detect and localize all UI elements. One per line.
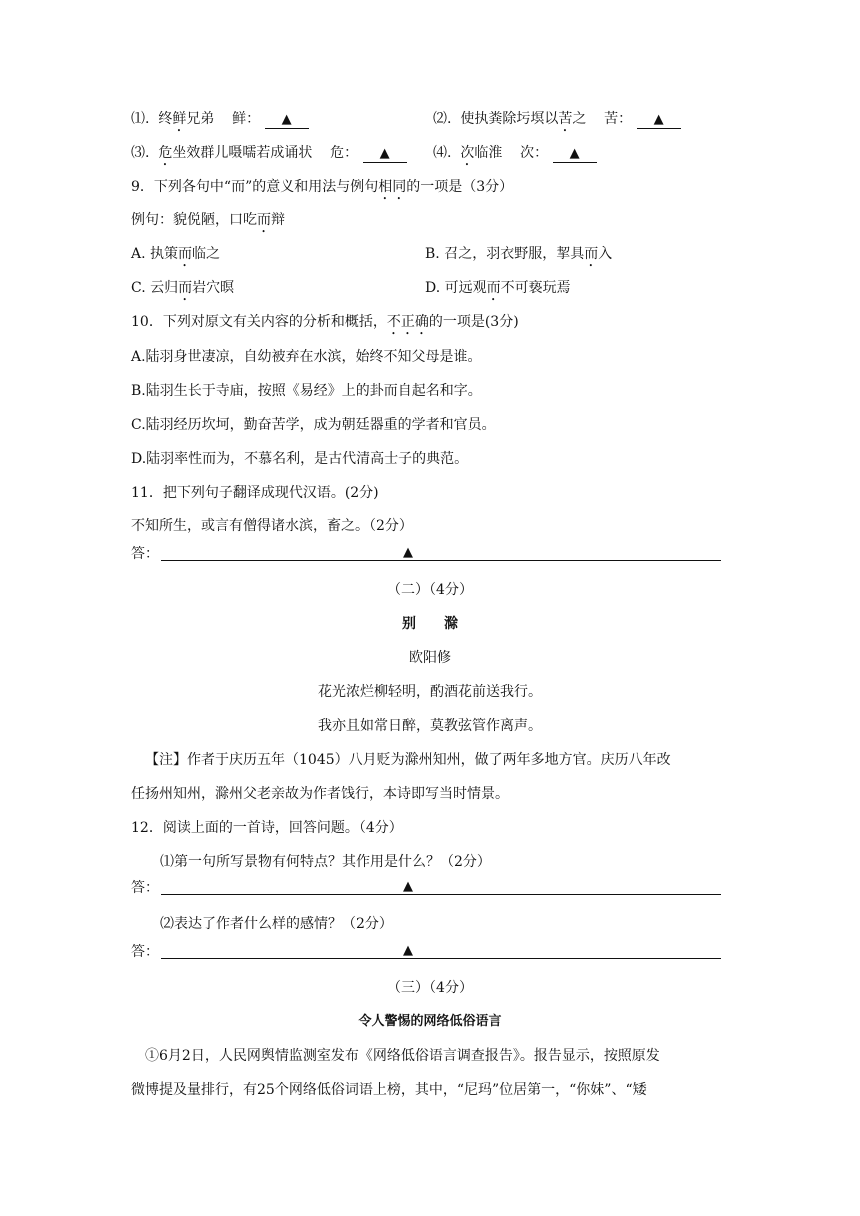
option-text: A. 执策 [131,246,179,262]
emphasized-char: 而 [178,280,193,296]
emphasized-char: 而 [486,280,501,296]
emphasized-char: 而 [584,246,599,262]
emphasized-text: 不正确 [386,314,429,330]
answer-blank[interactable] [363,145,407,163]
q9-stem [131,177,513,203]
answer-blank[interactable] [265,111,309,129]
poem-author: 欧阳修 [409,650,451,666]
option-text: 临之 [192,246,221,262]
q9-example [131,210,285,236]
emphasized-char: 而 [257,212,271,228]
article-paragraph-line-2: 微博提及量排行，有25个网络低俗词语上榜，其中，“尼玛”位居第一，“你妹”、“矮 [131,1082,647,1098]
item-text: 之 [572,111,587,127]
answer-label: 答： [131,944,159,960]
poem-note-line-1: 【注】作者于庆历五年（1045）八月贬为滁州知州，做了两年多地方官。庆历八年改 [145,752,671,768]
answer-blank[interactable] [637,111,681,129]
q11-answer-line[interactable] [161,560,721,561]
q9-option-d[interactable] [425,278,571,304]
q11-sentence: 不知所生，或言有僧得诸水滨，畜之。（2分） [131,518,413,534]
section-heading: （二）（4分） [387,582,473,598]
option-text: D. 可远观 [425,280,487,296]
item-text: 临淮 [474,145,503,161]
q12-sub-1: ⑴第一句所写景物有何特点？其作用是什么？（2分） [160,854,491,870]
stem-text: 的一项是（3分） [406,179,514,195]
option-text: B. 召之，羽衣野服，挈具 [425,246,585,262]
poem-line-2: 我亦且如常日醉，莫教弦管作离声。 [318,718,542,734]
triangle-marker-icon: ▲ [379,146,390,161]
stem-text: 9．下列各句中“而”的意义和用法与例句 [131,179,379,195]
q9-option-b[interactable] [425,244,612,270]
option-text: C. 云归 [131,280,179,296]
target-word: 鲜： [232,111,261,127]
item-number: ⑶. [131,145,150,161]
emphasized-char: 危 [158,145,173,161]
q9-option-c[interactable] [131,278,234,304]
section-heading: （三）（4分） [387,980,473,996]
q12-stem: 12．阅读上面的一首诗，回答问题。（4分） [131,820,403,836]
emphasized-char: 次 [460,145,475,161]
stem-text: 10．下列对原文有关内容的分析和概括， [131,314,387,330]
q10-option-a[interactable]: A.陆羽身世凄凉，自幼被弃在水滨，始终不知父母是谁。 [131,349,482,365]
target-word: 次： [520,145,549,161]
triangle-marker-icon: ▲ [403,943,413,958]
triangle-marker-icon: ▲ [403,545,413,560]
item-text: 终 [158,111,173,127]
q8-item-1 [131,109,309,135]
q12-sub-2: ⑵表达了作者什么样的感情？（2分） [160,916,393,932]
q12-1-answer-line[interactable] [161,894,721,895]
poem-title: 别 滁 [402,616,458,632]
stem-text: 的一项是(3分) [428,314,519,330]
emphasized-text: 相同 [378,179,407,195]
item-number: ⑵. [433,111,452,127]
item-text: 坐效群儿嗫嚅若成诵状 [172,145,313,161]
q11-stem: 11．把下列句子翻译成现代汉语。(2分) [131,485,379,501]
triangle-marker-icon: ▲ [403,879,413,894]
poem-note-line-2: 任扬州知州，滁州父老亲故为作者饯行，本诗即写当时情景。 [131,786,509,802]
q10-option-c[interactable]: C.陆羽经历坎坷，勤奋苦学，成为朝廷器重的学者和官员。 [131,417,496,433]
item-text: 兄弟 [186,111,215,127]
example-text: 例句：貌侻陋，口吃 [131,212,257,228]
q10-stem [131,312,519,338]
triangle-marker-icon: ▲ [569,146,580,161]
target-word: 苦： [604,111,633,127]
article-title: 令人警惕的网络低俗语言 [358,1014,502,1029]
poem-line-1: 花光浓烂柳轻明，酌酒花前送我行。 [318,684,542,700]
option-text: 不可亵玩焉 [500,280,571,296]
answer-label: 答： [131,880,159,896]
q8-item-4 [433,143,597,169]
q9-option-a[interactable] [131,244,220,270]
emphasized-char: 苦 [558,111,573,127]
example-text: 辩 [271,212,285,228]
item-text: 使执粪除圬塓以 [460,111,559,127]
q10-option-d[interactable]: D.陆羽率性而为，不慕名利，是古代清高士子的典范。 [131,451,469,467]
emphasized-char: 鲜 [172,111,187,127]
article-paragraph-line-1: ①6月2日，人民网舆情监测室发布《网络低俗语言调查报告》。报告显示，按照原发 [145,1048,660,1064]
q8-item-2 [433,109,681,135]
item-number: ⑷. [433,145,452,161]
q10-option-b[interactable]: B.陆羽生长于寺庙，按照《易经》上的卦而自起名和字。 [131,383,482,399]
target-word: 危： [330,145,359,161]
option-text: 入 [598,246,613,262]
answer-label: 答： [131,546,159,562]
emphasized-char: 而 [178,246,193,262]
answer-blank[interactable] [553,145,597,163]
triangle-marker-icon: ▲ [653,112,664,127]
triangle-marker-icon: ▲ [281,112,292,127]
option-text: 岩穴暝 [192,280,235,296]
q12-2-answer-line[interactable] [161,958,721,959]
item-number: ⑴. [131,111,150,127]
q8-item-3 [131,143,407,169]
